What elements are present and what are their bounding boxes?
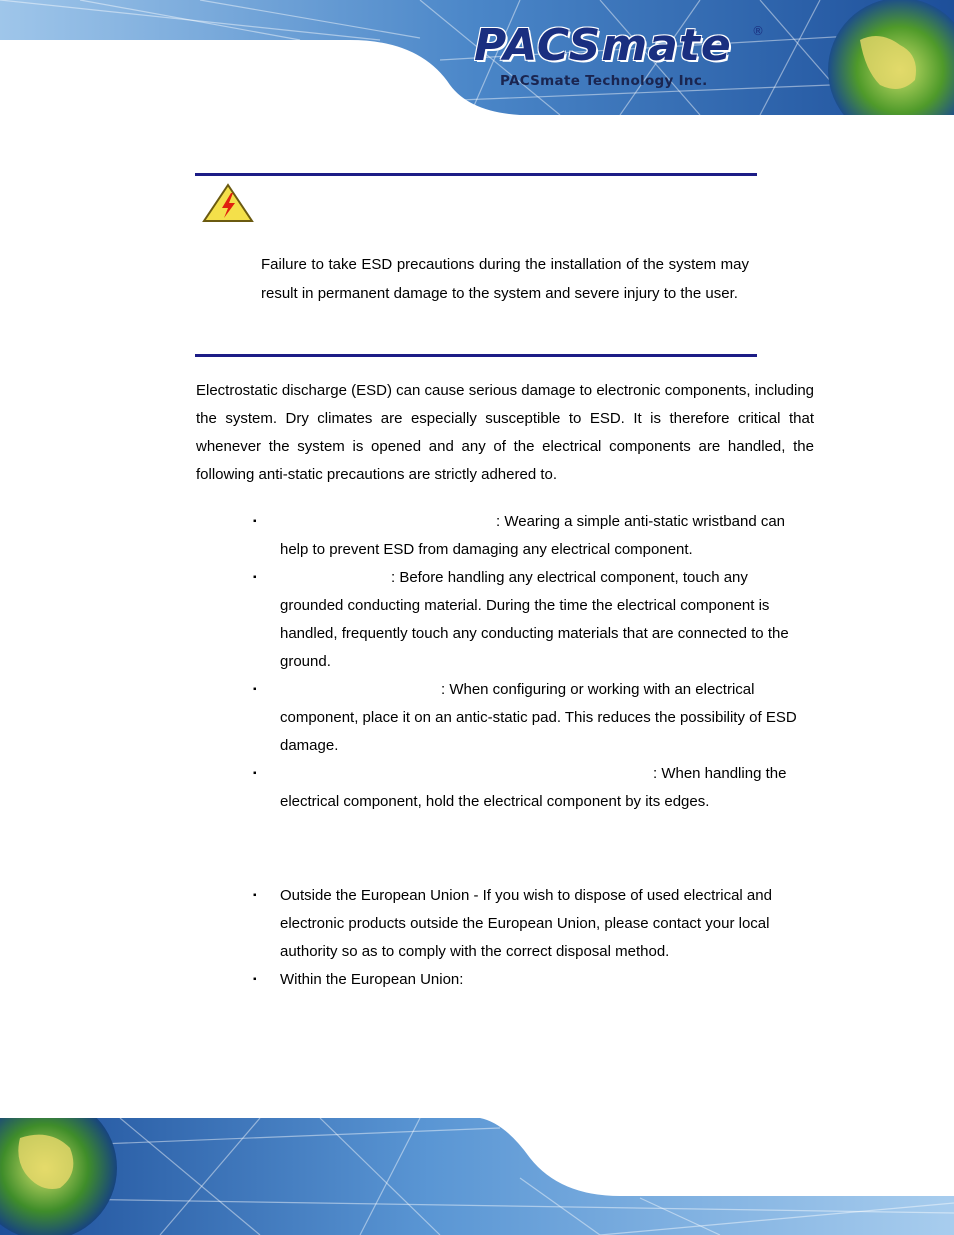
- warning-top-rule: [195, 173, 757, 176]
- logo-registered-mark: ®: [752, 24, 764, 38]
- bullet-marker: ▪: [253, 684, 257, 695]
- bullet-marker: ▪: [253, 974, 257, 985]
- bullet-marker: ▪: [253, 768, 257, 779]
- list-item-wristband: : Wearing a simple anti-static wristband can help to prevent ESD from damaging any electrical component.: [280, 513, 786, 558]
- bullet-marker: ▪: [253, 890, 257, 901]
- bullet-marker: ▪: [253, 572, 257, 583]
- logo-subtitle: PACSmate Technology Inc.: [500, 73, 708, 89]
- list-item-self-grounding: : Before handling any electrical component, touch any grounded conducting material. During the time the electrical component is handled, frequently touch any conducting materials that are connected to the ground.: [280, 569, 789, 670]
- list-item-handle-edges: : When handling the electrical component, hold the electrical component by its edges.: [280, 765, 787, 810]
- list-item-antistatic-pad: : When configuring or working with an electrical component, place it on an antic-static pad. This reduces the possibility of ESD damage.: [280, 681, 797, 754]
- esd-intro-paragraph: Electrostatic discharge (ESD) can cause serious damage to electronic components, including the system. Dry climates are especially susceptible to ESD. It is therefore critical that whenever the system is opened and any of the electrical components are handled, the following anti-static precautions are strictly adhered to.: [196, 382, 814, 483]
- footer-banner: [0, 1118, 954, 1235]
- bullet-marker: ▪: [253, 516, 257, 527]
- warning-text: Failure to take ESD precautions during the installation of the system may result in permanent damage to the system and severe injury to the user.: [261, 256, 749, 302]
- header-banner: [0, 0, 954, 115]
- list-item-within-eu: Within the European Union:: [280, 971, 464, 988]
- warning-lightning-icon: [202, 183, 254, 223]
- footer-swoosh-graphic: [0, 1118, 954, 1235]
- warning-bottom-rule: [195, 354, 757, 357]
- logo-wordmark: PACSmate: [474, 20, 732, 71]
- list-item-outside-eu: Outside the European Union - If you wish to dispose of used electrical and electronic products outside the European Union, please contact your local authority so as to comply with the correct disposal method.: [280, 887, 772, 960]
